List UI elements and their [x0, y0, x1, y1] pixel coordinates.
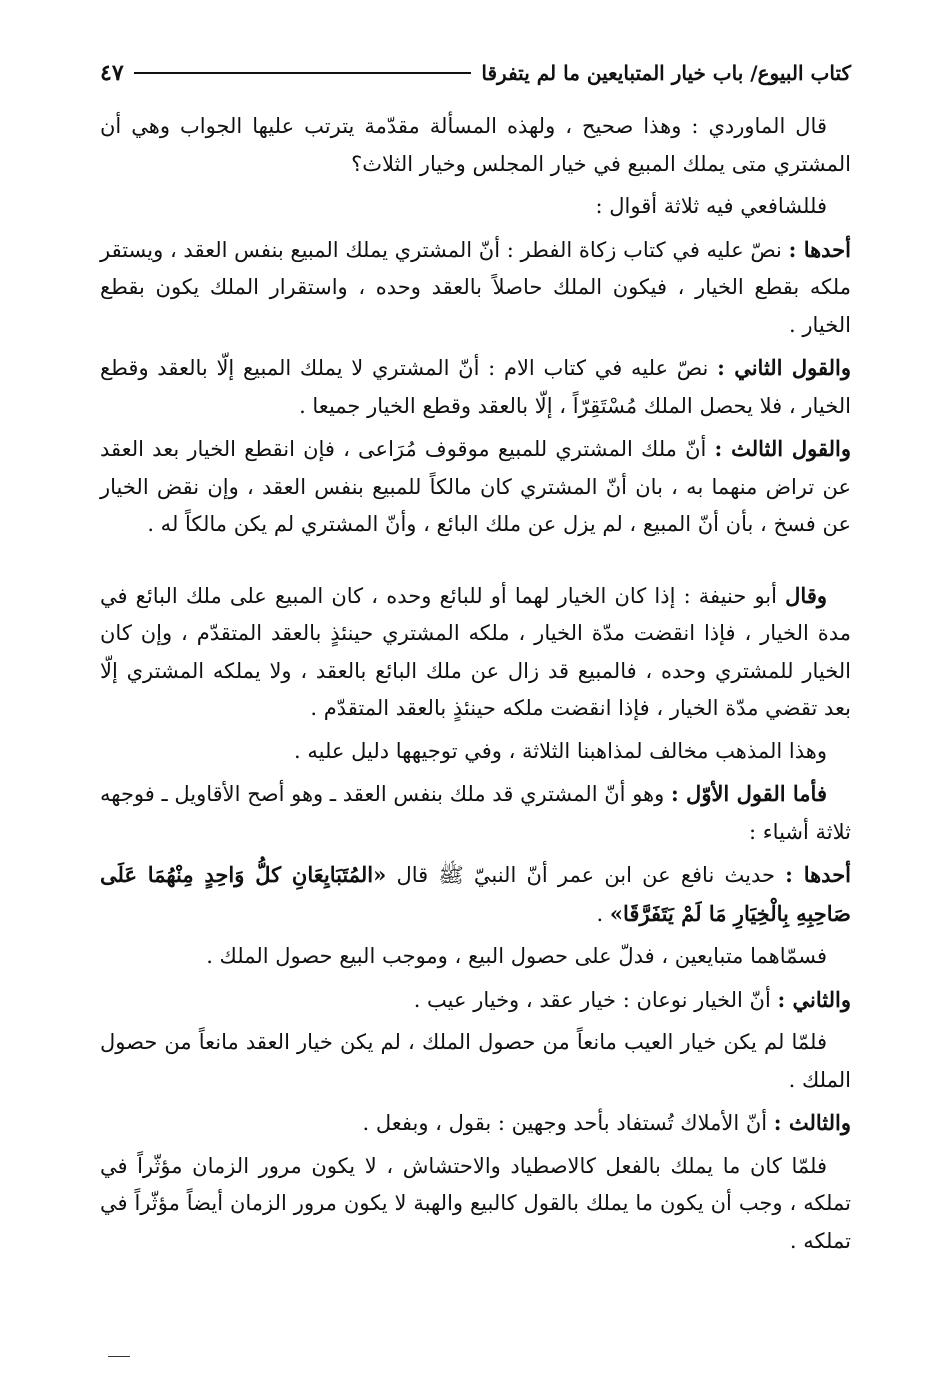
paragraph-three-opinions: فللشافعي فيه ثلاثة أقوال :	[595, 194, 827, 218]
lead-word: والقول الثالث :	[714, 436, 851, 461]
paragraph-hadith	[100, 856, 851, 933]
paragraph-madhhab-difference: وهذا المذهب مخالف لمذاهبنا الثلاثة ، وفي توجيهها دليل عليه .	[294, 738, 827, 763]
paragraph-conclusion: فلمّا كان ما يملك بالفعل كالاصطياد والاحتشاش ، لا يكون مرور الزمان مؤثّراً في تملكه ، وجب أن يكون ما يملك بالقول كالبيع والهبة لا يكون مرور الزمان أيضاً مؤثّراً في تملكه .	[100, 1153, 851, 1253]
paragraph-second-reason	[100, 981, 851, 1020]
paragraph-third-reason	[100, 1104, 851, 1143]
chapter-title: كتاب البيوع/ باب خيار المتبايعين ما لم يتفرقا	[481, 61, 851, 85]
paragraph-text: وهو أنّ المشتري قد ملك بنفس العقد ـ وهو أصح الأقاويل ـ فوجهه ثلاثة أشياء :	[100, 782, 851, 844]
lead-word: والثاني :	[777, 986, 851, 1012]
paragraph-text: حديث نافع عن ابن عمر أنّ النبيّ ﷺ قال	[396, 863, 775, 887]
section-gap	[100, 549, 851, 577]
lead-word: والثالث :	[773, 1110, 851, 1135]
hadith-quote: «المُتَبَايِعَانِ كلُّ وَاحِدٍ مِنْهُمَا عَلَى صَاحِبِهِ بِالْخِيَارِ مَا لَمْ يَتَفَرَّقَا»	[100, 862, 851, 926]
lead-word: أحدها :	[785, 862, 852, 887]
paragraph-text: نصّ عليه في كتاب الام : أنّ المشتري لا يملك المبيع إلّا بالعقد وقطع الخيار ، فلا يحصل الملك مُسْتَقِرّاً ، إلّا بالعقد وقطع الخيار جميعا .	[100, 356, 851, 418]
paragraph-mawardi: قال الماوردي : وهذا صحيح ، ولهذه المسألة مقدّمة يترتب عليها الجواب وهي أن المشتري متى يملك المبيع في خيار المجلس وخيار الثلاث؟	[100, 114, 851, 176]
page-number: ٤٧	[100, 60, 124, 86]
paragraph-text: نصّ عليه في كتاب زكاة الفطر : أنّ المشتري يملك المبيع بنفس العقد ، ويستقر ملكه بقطع الخيار ، فيكون الملك حاصلاً بالعقد وحده ، واستقرار الملك يكون بقطع الخيار .	[100, 237, 851, 337]
paragraph-second-opinion	[100, 349, 851, 425]
paragraph-text: أنّ الخيار نوعان : خيار عقد ، وخيار عيب .	[413, 987, 771, 1012]
header-rule	[134, 72, 472, 74]
lead-word: فأما القول الأوّل :	[670, 781, 827, 806]
lead-word: والقول الثاني :	[717, 355, 851, 380]
main-text	[100, 108, 851, 1260]
paragraph-text: أنّ ملك المشتري للمبيع موقوف مُرَاعى ، فإن انقطع الخيار بعد العقد عن تراض منهما به ، بان أنّ المشتري كان مالكاً للمبيع بنفس العقد ، وإن نقض الخيار عن فسخ ، بأن أنّ المبيع ، لم يزل عن ملك البائع ، وأنّ المشتري لم يكن مالكاً له .	[100, 437, 851, 536]
running-header	[100, 58, 851, 88]
paragraph-defect-option: فلمّا لم يكن خيار العيب مانعاً من حصول الملك ، لم يكن خيار العقد مانعاً من حصول الملك .	[100, 1030, 851, 1092]
paragraph-third-opinion	[100, 430, 851, 544]
paragraph-first-opinion	[100, 231, 851, 345]
paragraph-text: أنّ الأملاك تُستفاد بأحد وجهين : بقول ، وبفعل .	[362, 1111, 768, 1135]
paragraph-first-opinion-defense	[100, 775, 851, 851]
lead-word: أحدها :	[788, 236, 852, 262]
paragraph-text: .	[596, 901, 610, 926]
paragraph-abu-hanifa	[100, 577, 851, 728]
lead-word: وقال	[785, 582, 827, 608]
paragraph-hadith-inference: فسمّاهما متبايعين ، فدلّ على حصول البيع ، وموجب البيع حصول الملك .	[206, 944, 827, 968]
paragraph-text: أبو حنيفة : إذا كان الخيار لهما أو للبائع وحده ، كان المبيع على ملك البائع في مدة الخيار ، فإذا انقضت مدّة الخيار ، ملكه المشتري حينئذٍ بالعقد المتقدّم ، وإن كان الخيار للمشتري وحده ، فالمبيع قد زال عن ملك البائع بالعقد ، ولا يملكه المشتري إلّا بعد تقضي مدّة الخيار ، فإذا انقضت ملكه حينئذٍ بالعقد المتقدّم .	[100, 583, 851, 720]
footer-dash	[108, 1356, 130, 1357]
